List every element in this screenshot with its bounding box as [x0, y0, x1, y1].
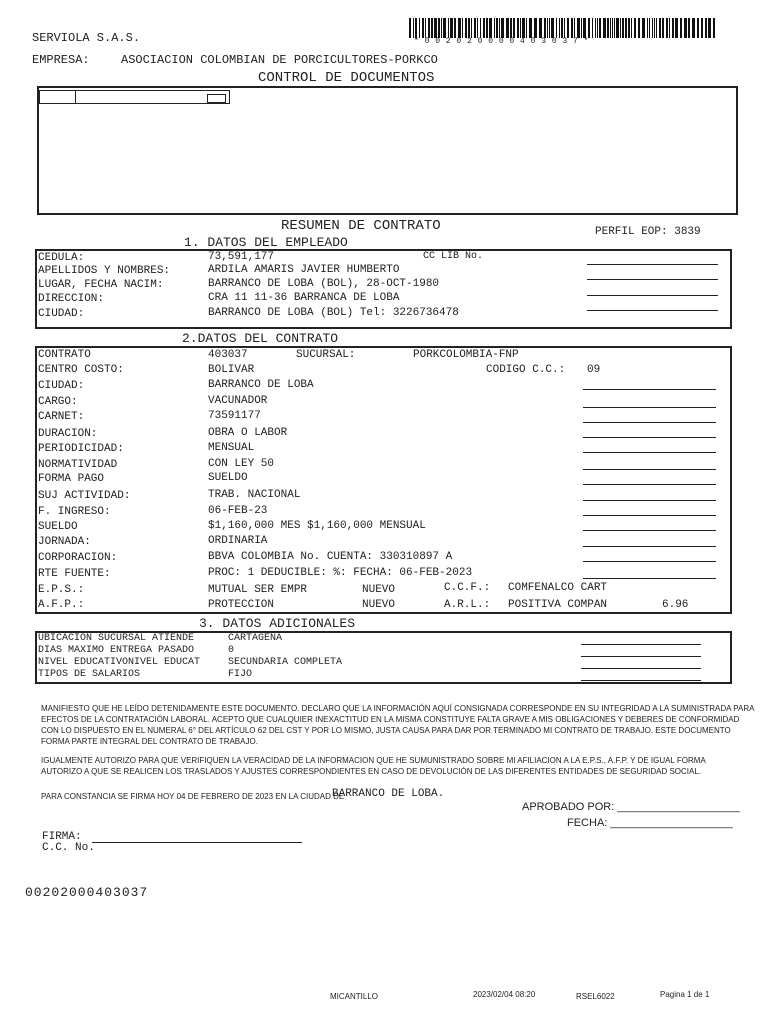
- codigo-cc-label: CODIGO C.C.:: [486, 364, 566, 376]
- empleado-field-value: 73,591,177: [208, 251, 275, 263]
- sucursal-value: PORKCOLOMBIA-FNP: [413, 349, 519, 361]
- eps-label: E.P.S.:: [38, 584, 85, 596]
- empleado-field-label: APELLIDOS Y NOMBRES:: [38, 265, 171, 277]
- company-name: SERVIOLA S.A.S.: [32, 31, 141, 45]
- signature-line: [583, 546, 716, 547]
- signature-line: [583, 389, 716, 390]
- afp-status: NUEVO: [362, 599, 396, 611]
- signature-line: [583, 578, 716, 579]
- documents-box: [37, 86, 738, 215]
- contrato-field-label: F. INGRESO:: [38, 506, 111, 518]
- ccf-label: C.C.F.:: [444, 582, 491, 594]
- constancia-text: PARA CONSTANCIA SE FIRMA HOY 04 DE FEBRERO DE 2023 EN LA CIUDAD DE: [41, 792, 345, 801]
- fecha-field[interactable]: FECHA: ____________________: [567, 817, 733, 829]
- contrato-field-label: DURACION:: [38, 428, 98, 440]
- signature-line: [583, 515, 716, 516]
- contrato-field-value: 73591177: [208, 410, 261, 422]
- cc-number-label: C.C. No.: [42, 842, 95, 854]
- adicional-field-value: CARTAGENA: [228, 633, 283, 644]
- contrato-value: 403037: [208, 349, 248, 361]
- signature-line: [583, 437, 716, 438]
- adicional-field-label: DIAS MAXIMO ENTREGA PASADO: [38, 645, 195, 656]
- adicional-field-label: NIVEL EDUCATIVONIVEL EDUCAT: [38, 657, 201, 668]
- contrato-field-label: RTE FUENTE:: [38, 568, 111, 580]
- footer-datetime: 2023/02/04 08:20: [473, 990, 536, 999]
- signature-line: [583, 484, 716, 485]
- document-number: 00202000403037: [25, 885, 149, 900]
- declaration-paragraph: MANIFIESTO QUE HE LEÍDO DETENIDAMENTE ESTE DOCUMENTO. DECLARO QUE LA INFORMACIÓN AQUÍ CONSIGNADA CORRESPONDE EN SU INTEGRIDAD A LA SUMINISTRADA PARA EFECTOS DE LA CONTRATACIÓN LABORAL. ACEPTO QUE CUALQUIER INEXACTITUD EN LA MISMA CONSTITUYE FALTA GRAVE A MIS OBLIGACIONES Y DEBERES DE CONFORMIDAD CON LO DISPUESTO EN EL NUMERAL 6° DEL ARTÍCULO 62 DEL CST Y POR LO MISMO, JUSTA CAUSA PARA DAR POR TERMINADO MI CONTRATO DE TRABAJO. ESTE DOCUMENTO FORMA PARTE INTEGRAL DEL CONTRATO DE TRABAJO.: [41, 704, 755, 746]
- contrato-field-value: BBVA COLOMBIA No. CUENTA: 330310897 A: [208, 551, 453, 563]
- contrato-field-value: ORDINARIA: [208, 535, 268, 547]
- arl-value: POSITIVA COMPAN: [508, 599, 608, 611]
- contrato-field-value: BARRANCO DE LOBA: [208, 379, 314, 391]
- document-field[interactable]: [39, 90, 230, 104]
- eps-status: NUEVO: [362, 584, 396, 596]
- empleado-field-label: DIRECCION:: [38, 293, 105, 305]
- empleado-field-label: LUGAR, FECHA NACIM:: [38, 279, 164, 291]
- signature-line: [581, 680, 701, 681]
- document-checkbox[interactable]: [207, 94, 226, 103]
- barcode: [409, 18, 719, 38]
- adicional-field-value: FIJO: [228, 669, 253, 680]
- ccf-value: COMFENALCO CART: [508, 582, 608, 594]
- footer-report-code: RSEL6022: [576, 992, 615, 1001]
- barcode-caption: * 0 0 2 0 2 0 0 0 0 4 0 3 0 3 7 *: [414, 37, 589, 46]
- signature-line: [581, 668, 701, 669]
- adicional-field-label: TIPOS DE SALARIOS: [38, 669, 141, 680]
- empresa-value: ASOCIACION COLOMBIAN DE PORCICULTORES-PORKCO: [121, 53, 438, 67]
- contrato-field-label: FORMA PAGO: [38, 473, 105, 485]
- aprobado-por-field[interactable]: APROBADO POR: ____________________: [522, 801, 740, 813]
- contrato-field-value: CON LEY 50: [208, 458, 275, 470]
- contrato-field-label: CIUDAD:: [38, 380, 85, 392]
- signature-line: [581, 644, 701, 645]
- signature-line: [583, 407, 716, 408]
- firma-line[interactable]: [92, 842, 302, 843]
- adicional-field-value: 0: [228, 645, 235, 656]
- resumen-title: RESUMEN DE CONTRATO: [281, 218, 441, 234]
- afp-value: PROTECCION: [208, 599, 275, 611]
- contrato-field-value: SUELDO: [208, 472, 248, 484]
- signature-line: [583, 561, 716, 562]
- section-contrato-title: 2.DATOS DEL CONTRATO: [182, 331, 339, 346]
- contrato-field-value: OBRA O LABOR: [208, 427, 288, 439]
- contrato-field-label: CARNET:: [38, 411, 85, 423]
- footer-user: MICANTILLO: [330, 992, 379, 1001]
- centro-costo-value: BOLIVAR: [208, 364, 255, 376]
- empleado-field-value: ARDILA AMARIS JAVIER HUMBERTO: [208, 264, 400, 276]
- authorization-paragraph: IGUALMENTE AUTORIZO PARA QUE VERIFIQUEN LA VERACIDAD DE LA INFORMACION QUE HE SUMUNISTRADO SOBRE MI AFILIACION A LA E.P.S., A.F.P. Y DE IGUAL FORMA AUTORIZO A QUE SE REALICEN LOS TRASLADOS Y AJUSTES CORRESPONDIENTES EN CASO DE DEVOLUCIÓN DE LAS DIFERENTES ENTIDADES DE SEGURIDAD SOCIAL.: [41, 756, 706, 776]
- empleado-field-value: BARRANCO DE LOBA (BOL) Tel: 3226736478: [208, 307, 459, 319]
- contrato-field-label: SUJ ACTIVIDAD:: [38, 490, 131, 502]
- section-empleado-title: 1. DATOS DEL EMPLEADO: [184, 235, 348, 250]
- signature-line: [587, 295, 718, 296]
- empleado-field-value: BARRANCO DE LOBA (BOL), 28-OCT-1980: [208, 278, 440, 290]
- section-adicionales-title: 3. DATOS ADICIONALES: [199, 616, 356, 631]
- document-title: CONTROL DE DOCUMENTOS: [258, 70, 435, 86]
- sucursal-label: SUCURSAL:: [296, 349, 356, 361]
- signature-line: [583, 452, 716, 453]
- constancia-city: BARRANCO DE LOBA.: [332, 788, 445, 800]
- cc-lib-label: CC LIB No.: [423, 251, 484, 262]
- contrato-field-value: PROC: 1 DEDUCIBLE: %: FECHA: 06-FEB-2023: [208, 567, 473, 579]
- firma-label: FIRMA:: [42, 831, 82, 843]
- signature-line: [583, 530, 716, 531]
- contrato-field-label: JORNADA:: [38, 536, 91, 548]
- signature-line: [583, 422, 716, 423]
- adicional-field-label: UBICACION SUCURSAL ATIENDE: [38, 633, 195, 644]
- contrato-field-value: VACUNADOR: [208, 395, 268, 407]
- empleado-field-label: CIUDAD:: [38, 308, 85, 320]
- signature-line: [581, 656, 701, 657]
- contrato-field-label: PERIODICIDAD:: [38, 443, 124, 455]
- adicional-field-value: SECUNDARIA COMPLETA: [228, 657, 343, 668]
- signature-line: [583, 500, 716, 501]
- afp-label: A.F.P.:: [38, 599, 85, 611]
- contrato-field-value: MENSUAL: [208, 442, 255, 454]
- signature-line: [656, 612, 716, 613]
- arl-label: A.R.L.:: [444, 599, 491, 611]
- contrato-field-value: $1,160,000 MES $1,160,000 MENSUAL: [208, 520, 426, 532]
- contrato-field-label: NORMATIVIDAD: [38, 459, 118, 471]
- centro-costo-label: CENTRO COSTO:: [38, 364, 124, 376]
- empleado-field-label: CEDULA:: [38, 252, 85, 264]
- signature-line: [587, 279, 718, 280]
- empresa-label: EMPRESA:: [32, 53, 90, 67]
- contrato-field-value: 06-FEB-23: [208, 505, 268, 517]
- contrato-field-value: TRAB. NACIONAL: [208, 489, 301, 501]
- signature-line: [587, 264, 718, 265]
- contrato-field-label: CORPORACION:: [38, 552, 118, 564]
- eps-value: MUTUAL SER EMPR: [208, 584, 308, 596]
- field-divider: [75, 90, 76, 104]
- signature-line: [587, 310, 718, 311]
- codigo-cc-value: 09: [587, 364, 601, 376]
- contrato-field-label: SUELDO: [38, 521, 78, 533]
- perfil-eop: PERFIL EOP: 3839: [595, 226, 701, 238]
- arl-rate: 6.96: [662, 599, 689, 611]
- signature-line: [583, 469, 716, 470]
- footer-page-number: Pagina 1 de 1: [660, 990, 710, 999]
- contrato-field-label: CARGO:: [38, 396, 78, 408]
- empleado-field-value: CRA 11 11-36 BARRANCA DE LOBA: [208, 292, 400, 304]
- contrato-label: CONTRATO: [38, 349, 91, 361]
